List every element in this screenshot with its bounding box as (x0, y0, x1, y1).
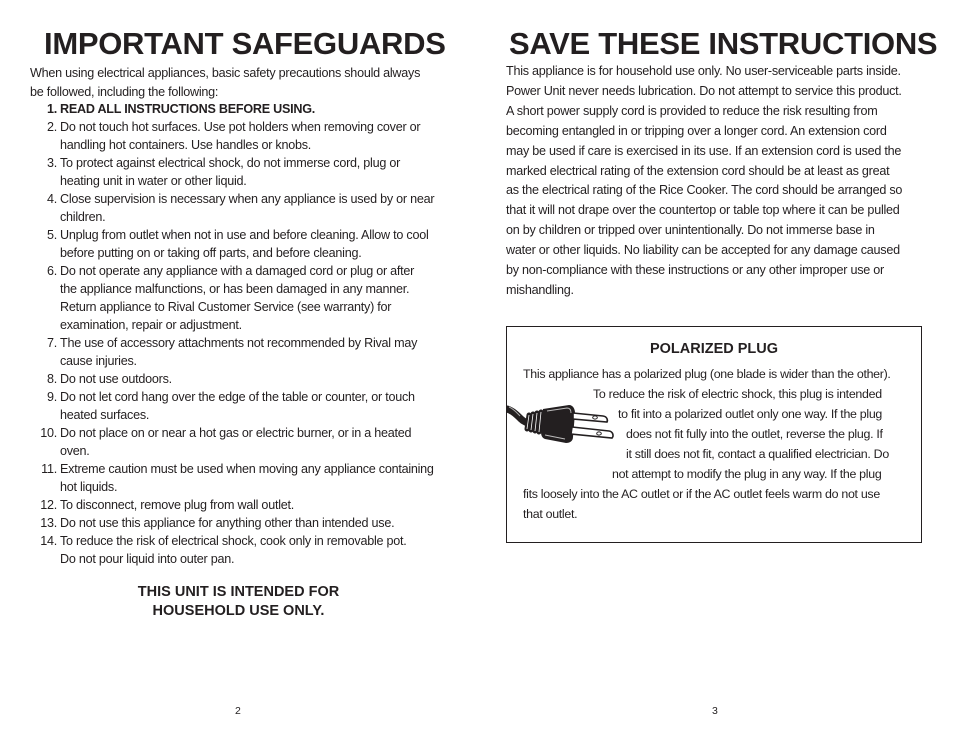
safeguard-text-line: READ ALL INSTRUCTIONS BEFORE USING. (60, 102, 316, 116)
safeguard-text-line: Extreme caution must be used when moving any appliance containing (60, 462, 434, 476)
page-number-left: 2 (235, 705, 241, 717)
safeguards-list (30, 100, 460, 568)
safeguard-item (30, 118, 460, 154)
safeguard-text-line: Do not let cord hang over the edge of the table or counter, or touch (60, 390, 415, 404)
polarized-plug-title: POLARIZED PLUG (649, 341, 779, 357)
safeguard-number: 13. (40, 516, 57, 530)
safeguard-text-line: Do not pour liquid into outer pan. (60, 552, 235, 566)
instructions-body (506, 62, 926, 301)
polarized-plug-box (506, 326, 922, 543)
intro-line: be followed, including the following: (30, 84, 219, 99)
safeguard-text-line: examination, repair or adjustment. (60, 318, 242, 332)
safeguard-text-line: Do not use outdoors. (60, 372, 172, 386)
safeguard-text-line: Close supervision is necessary when any appliance is used by or near (60, 192, 435, 206)
polarized-plug-text (523, 364, 913, 524)
safeguard-text-line: Do not touch hot surfaces. Use pot holders when removing cover or (60, 120, 421, 134)
polarized-plug-line: it still does not fit, contact a qualified electrician. Do (626, 447, 889, 461)
safeguard-text-line: To reduce the risk of electrical shock, cook only in removable pot. (60, 534, 407, 548)
safeguard-item (30, 370, 460, 388)
safeguard-item (30, 226, 460, 262)
safeguard-text-line: heated surfaces. (60, 408, 150, 422)
instructions-line: that it will not drape over the countertop or table top where it can be pulled (506, 203, 900, 218)
safeguard-item (30, 532, 460, 568)
safeguard-item (30, 100, 460, 118)
safeguard-item (30, 514, 460, 532)
safeguard-text-line: cause injuries. (60, 354, 137, 368)
safeguard-text-line: hot liquids. (60, 480, 118, 494)
safeguard-item (30, 460, 460, 496)
safeguard-number: 4. (46, 192, 57, 206)
right-page (477, 0, 954, 746)
safeguard-number: 5. (46, 228, 57, 242)
instructions-line: marked electrical rating of the extension cord should be at least as great (506, 163, 890, 178)
instructions-line: mishandling. (506, 282, 574, 297)
safeguard-text-line: children. (60, 210, 106, 224)
safeguard-number: 8. (46, 372, 57, 386)
safeguard-number: 10. (40, 426, 57, 440)
safeguard-text-line: oven. (60, 444, 90, 458)
instructions-line: A short power supply cord is provided to reduce the risk resulting from (506, 103, 878, 118)
polarized-plug-line: This appliance has a polarized plug (one blade is wider than the other). (523, 367, 891, 381)
safeguard-text-line: To protect against electrical shock, do not immerse cord, plug or (60, 156, 401, 170)
safeguard-text-line: Do not use this appliance for anything other than intended use. (60, 516, 395, 530)
instructions-line: as the electrical rating of the Rice Cooker. The cord should be arranged so (506, 183, 903, 198)
household-use-note (0, 583, 477, 621)
safeguard-number: 11. (41, 462, 57, 476)
safeguard-text-line: Do not operate any appliance with a damaged cord or plug or after (60, 264, 415, 278)
safeguard-text-line: Do not place on or near a hot gas or electric burner, or in a heated (60, 426, 412, 440)
safeguard-number: 1. (46, 102, 57, 116)
safeguard-text-line: handling hot containers. Use handles or knobs. (60, 138, 312, 152)
polarized-plug-line: not attempt to modify the plug in any way. If the plug (612, 467, 882, 481)
intro-line: When using electrical appliances, basic safety precautions should always (30, 66, 421, 80)
page-number-right: 3 (712, 705, 718, 717)
safeguard-number: 6. (46, 264, 57, 278)
safeguard-text-line: heating unit in water or other liquid. (60, 174, 247, 188)
safeguard-number: 2. (46, 120, 57, 134)
instructions-line: becoming entangled in or tripping over a longer cord. An extension cord (506, 123, 887, 138)
polarized-plug-line: fits loosely into the AC outlet or if the AC outlet feels warm do not use (523, 487, 880, 501)
safeguard-item (30, 190, 460, 226)
polarized-plug-line: to fit into a polarized outlet only one way. If the plug (618, 407, 882, 421)
safeguards-intro (30, 64, 470, 101)
safeguard-text-line: the appliance malfunctions, or has been damaged in any manner. (60, 282, 410, 296)
instructions-line: by non-compliance with these instructions or any other improper use or (506, 263, 884, 278)
safeguard-number: 9. (46, 390, 57, 404)
safeguard-text-line: before putting on or taking off parts, and before cleaning. (60, 246, 362, 260)
safeguard-item (30, 262, 460, 334)
save-instructions-heading: SAVE THESE INSTRUCTIONS (509, 26, 938, 61)
safeguard-item (30, 154, 460, 190)
safeguard-number: 3. (46, 156, 57, 170)
safeguard-item (30, 388, 460, 424)
instructions-line: on by children or tripped over unintentionally. Do not immerse base in (506, 223, 875, 238)
instructions-line: may be used if care is exercised in its use. If an extension cord is used the (506, 143, 902, 158)
safeguard-item (30, 424, 460, 460)
safeguard-text-line: Unplug from outlet when not in use and before cleaning. Allow to cool (60, 228, 429, 242)
safeguard-number: 14. (40, 534, 57, 548)
safeguard-text-line: To disconnect, remove plug from wall outlet. (60, 498, 294, 512)
instructions-line: Power Unit never needs lubrication. Do not attempt to service this product. (506, 83, 902, 98)
instructions-line: water or other liquids. No liability can be accepted for any damage caused (506, 243, 900, 258)
household-note-line: HOUSEHOLD USE ONLY. (152, 603, 325, 619)
instructions-line: This appliance is for household use only. No user-serviceable parts inside. (506, 64, 901, 78)
safeguard-text-line: The use of accessory attachments not recommended by Rival may (60, 336, 418, 350)
polarized-plug-line: that outlet. (523, 507, 578, 521)
polarized-plug-line: To reduce the risk of electric shock, this plug is intended (593, 387, 882, 401)
safeguard-text-line: Return appliance to Rival Customer Service (see warranty) for (60, 300, 392, 314)
safeguards-heading: IMPORTANT SAFEGUARDS (44, 26, 446, 61)
polarized-plug-line: does not fit fully into the outlet, reverse the plug. If (626, 427, 883, 441)
safeguard-item (30, 496, 460, 514)
safeguard-number: 12. (40, 498, 57, 512)
safeguard-number: 7. (46, 336, 57, 350)
household-note-line: THIS UNIT IS INTENDED FOR (137, 584, 340, 600)
safeguard-item (30, 334, 460, 370)
